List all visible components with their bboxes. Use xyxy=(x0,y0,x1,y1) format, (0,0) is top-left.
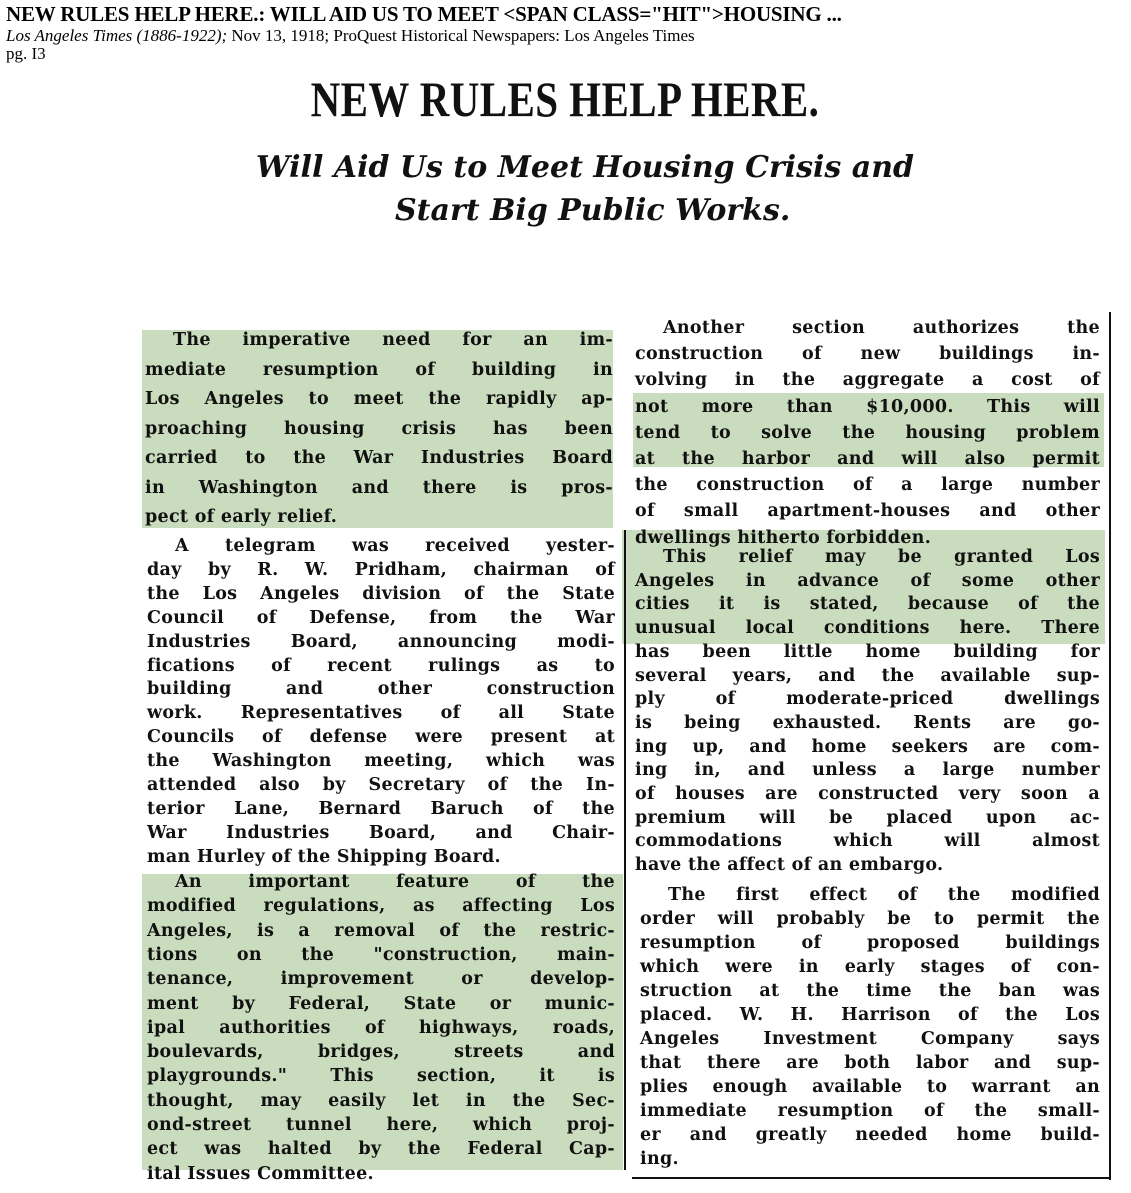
text-line: the Washington meeting, which was xyxy=(147,751,615,772)
text-line: have the affect of an embargo. xyxy=(635,855,944,876)
text-line: ing. xyxy=(640,1149,679,1169)
text-line: carried to the War Industries Board xyxy=(145,448,613,468)
article-paragraph xyxy=(145,330,613,537)
citation xyxy=(6,26,695,46)
text-line: A telegram was received yester- xyxy=(175,536,615,556)
text-line: volving in the aggregate a cost of xyxy=(635,370,1100,391)
text-line: is being exhausted. Rents are go- xyxy=(635,712,1100,733)
text-line: tions on the "construction, main- xyxy=(147,944,615,965)
text-line: Another section authorizes the xyxy=(663,318,1100,338)
text-line: not more than $10,000. This will xyxy=(635,396,1100,417)
text-line: Los Angeles to meet the rapidly ap- xyxy=(145,389,613,409)
text-line: War Industries Board, and Chair- xyxy=(147,822,615,843)
text-line: This relief may be granted Los xyxy=(663,547,1100,567)
text-line: the construction of a large number xyxy=(635,475,1100,496)
source-name: Los Angeles Times (1886-1922); xyxy=(6,26,228,45)
text-line: ply of moderate-priced dwellings xyxy=(635,689,1100,710)
article-paragraph xyxy=(635,547,1100,879)
text-line: unusual local conditions here. There xyxy=(635,618,1100,639)
text-line: playgrounds." This section, it is xyxy=(147,1066,615,1087)
column-divider xyxy=(624,530,626,1170)
text-line: ond-street tunnel here, which proj- xyxy=(147,1115,615,1135)
text-line: of houses are constructed very soon a xyxy=(635,784,1100,804)
article-paragraph xyxy=(147,872,615,1188)
text-line: work. Representatives of all State xyxy=(147,703,615,724)
article-paragraph xyxy=(635,318,1100,554)
text-line: placed. W. H. Harrison of the Los xyxy=(640,1005,1100,1025)
text-line: resumption of proposed buildings xyxy=(640,933,1100,953)
article-subhead-line-2: Start Big Public Works. xyxy=(395,193,791,228)
text-line: Council of Defense, from the War xyxy=(147,607,615,628)
text-line: tenance, improvement or develop- xyxy=(147,969,615,990)
article-paragraph xyxy=(147,536,615,871)
text-line: Angeles, is a removal of the restric- xyxy=(147,920,615,941)
text-line: mediate resumption of building in xyxy=(145,359,613,380)
text-line: er and greatly needed home build- xyxy=(640,1125,1100,1145)
text-line: at the harbor and will also permit xyxy=(635,449,1100,469)
text-line: commodations which will almost xyxy=(635,831,1100,852)
text-line: of small apartment-houses and other xyxy=(635,501,1100,522)
text-line: attended also by Secretary of the In- xyxy=(147,775,615,795)
text-line: terior Lane, Bernard Baruch of the xyxy=(147,798,615,819)
text-line: construction of new buildings in- xyxy=(635,344,1100,365)
text-line: several years, and the available sup- xyxy=(635,665,1100,686)
text-line: boulevards, bridges, streets and xyxy=(147,1042,615,1063)
bottom-rule xyxy=(632,1177,1110,1179)
article-headline: NEW RULES HELP HERE. xyxy=(310,71,820,127)
text-line: An important feature of the xyxy=(175,872,615,892)
text-line: which were in early stages of con- xyxy=(640,957,1100,977)
text-line: Angeles Investment Company says xyxy=(640,1029,1100,1049)
text-line: proaching housing crisis has been xyxy=(145,418,613,439)
text-line: modified regulations, as affecting Los xyxy=(147,896,615,917)
text-line: premium will be placed upon ac- xyxy=(635,807,1100,828)
text-line: dwellings hitherto forbidden. xyxy=(635,527,932,548)
text-line: ment by Federal, State or munic- xyxy=(147,993,615,1014)
text-line: in Washington and there is pros- xyxy=(145,477,613,498)
text-line: day by R. W. Pridham, chairman of xyxy=(147,559,615,580)
source-details: Nov 13, 1918; ProQuest Historical Newspapers: Los Angeles Times xyxy=(227,26,695,45)
text-line: struction at the time the ban was xyxy=(640,981,1100,1001)
text-line: ing up, and home seekers are com- xyxy=(635,736,1100,757)
text-line: fications of recent rulings as to xyxy=(147,655,615,676)
text-line: that there are both labor and sup- xyxy=(640,1053,1100,1073)
text-line: cities it is stated, because of the xyxy=(635,594,1100,615)
article-paragraph xyxy=(640,885,1100,1173)
text-line: immediate resumption of the small- xyxy=(640,1101,1100,1121)
text-line: order will probably be to permit the xyxy=(640,909,1100,929)
text-line: The first effect of the modified xyxy=(668,885,1100,905)
text-line: Angeles in advance of some other xyxy=(635,570,1100,591)
text-line: ect was halted by the Federal Cap- xyxy=(147,1139,615,1160)
document-title: NEW RULES HELP HERE.: WILL AID US TO MEET <SPAN CLASS="HIT">HOUSING ... xyxy=(6,2,842,26)
text-line: Councils of defense were present at xyxy=(147,727,615,748)
text-line: ital Issues Committee. xyxy=(147,1163,374,1184)
text-line: man Hurley of the Shipping Board. xyxy=(147,846,501,867)
text-line: ing in, and unless a large number xyxy=(635,760,1100,781)
text-line: pect of early relief. xyxy=(145,507,338,527)
text-line: tend to solve the housing problem xyxy=(635,422,1100,443)
article-subhead-line-1: Will Aid Us to Meet Housing Crisis and xyxy=(256,150,914,185)
text-line: The imperative need for an im- xyxy=(173,330,613,350)
page-number: pg. I3 xyxy=(6,44,46,63)
text-line: plies enough available to warrant an xyxy=(640,1077,1100,1097)
text-line: ipal authorities of highways, roads, xyxy=(147,1017,615,1038)
column-border-right xyxy=(1109,312,1111,1180)
text-line: Industries Board, announcing modi- xyxy=(147,631,615,652)
text-line: thought, may easily let in the Sec- xyxy=(147,1090,615,1111)
text-line: building and other construction xyxy=(147,679,615,700)
text-line: the Los Angeles division of the State xyxy=(147,583,615,604)
text-line: has been little home building for xyxy=(635,641,1100,662)
